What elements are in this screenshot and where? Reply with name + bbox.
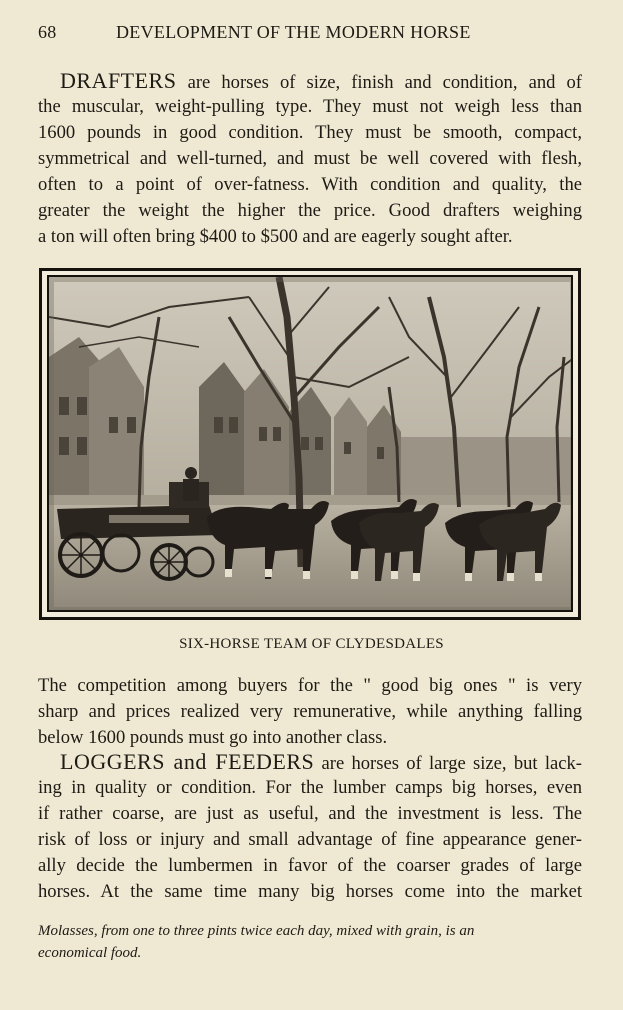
para2-line-3: below 1600 pounds must go into another class. bbox=[38, 727, 388, 748]
para1-line-7: a ton will often bring $400 to $500 and are eagerly sought after. bbox=[38, 226, 513, 247]
para3-lead-words: LOGGERS and FEEDERS bbox=[60, 749, 315, 774]
para3-line-5: ally decide the lumbermen in favor of the coarser grades of large bbox=[38, 855, 582, 876]
para1-line-1-text: are horses of size, finish and condition, and of bbox=[187, 72, 582, 93]
para1-line-5: often to a point of over-fatness. With condition and quality, the bbox=[38, 174, 582, 195]
figure-caption: SIX-HORSE TEAM OF CLYDESDALES bbox=[179, 636, 444, 652]
para1-lead-word: DRAFTERS bbox=[60, 68, 177, 93]
para1-line-3: 1600 pounds in good condition. They must be smooth, compact, bbox=[38, 122, 582, 143]
page-number: 68 bbox=[38, 22, 57, 42]
running-head: DEVELOPMENT OF THE MODERN HORSE bbox=[116, 22, 471, 42]
para3-line-1 bbox=[60, 749, 582, 775]
para3-line-6: horses. At the same time many big horses come into the market bbox=[38, 881, 582, 902]
para3-line-2: ing in quality or condition. For the lumber camps big horses, even bbox=[38, 777, 582, 798]
para2-line-2: sharp and prices realized very remunerative, while anything falling bbox=[38, 701, 582, 722]
footnote-line-2: economical food. bbox=[38, 945, 142, 961]
driver bbox=[183, 467, 199, 501]
para1-line-6: greater the weight the higher the price. Good drafters weighing bbox=[38, 200, 582, 221]
sidewalk bbox=[49, 495, 573, 505]
para3-line-1-text: are horses of large size, but lack- bbox=[321, 753, 582, 774]
page-header bbox=[38, 20, 586, 48]
para3-line-3: if rather coarse, are just as useful, and the investment is less. The bbox=[38, 803, 582, 824]
photo-figure bbox=[39, 268, 581, 620]
para1-line-2: the muscular, weight-pulling type. They must not weigh less than bbox=[38, 96, 582, 117]
photo-frame bbox=[47, 275, 573, 612]
para1-line-4: symmetrical and well-turned, and must be well covered with flesh, bbox=[38, 148, 582, 169]
para2-line-1: The competition among buyers for the " good big ones " is very bbox=[38, 675, 582, 696]
footnote-line-1: Molasses, from one to three pints twice each day, mixed with grain, is an bbox=[38, 923, 475, 939]
para3-line-4: risk of loss or injury and small advantage of fine appearance gener- bbox=[38, 829, 582, 850]
clydesdale-team-photo bbox=[49, 277, 573, 612]
para1-line-1 bbox=[60, 68, 582, 94]
